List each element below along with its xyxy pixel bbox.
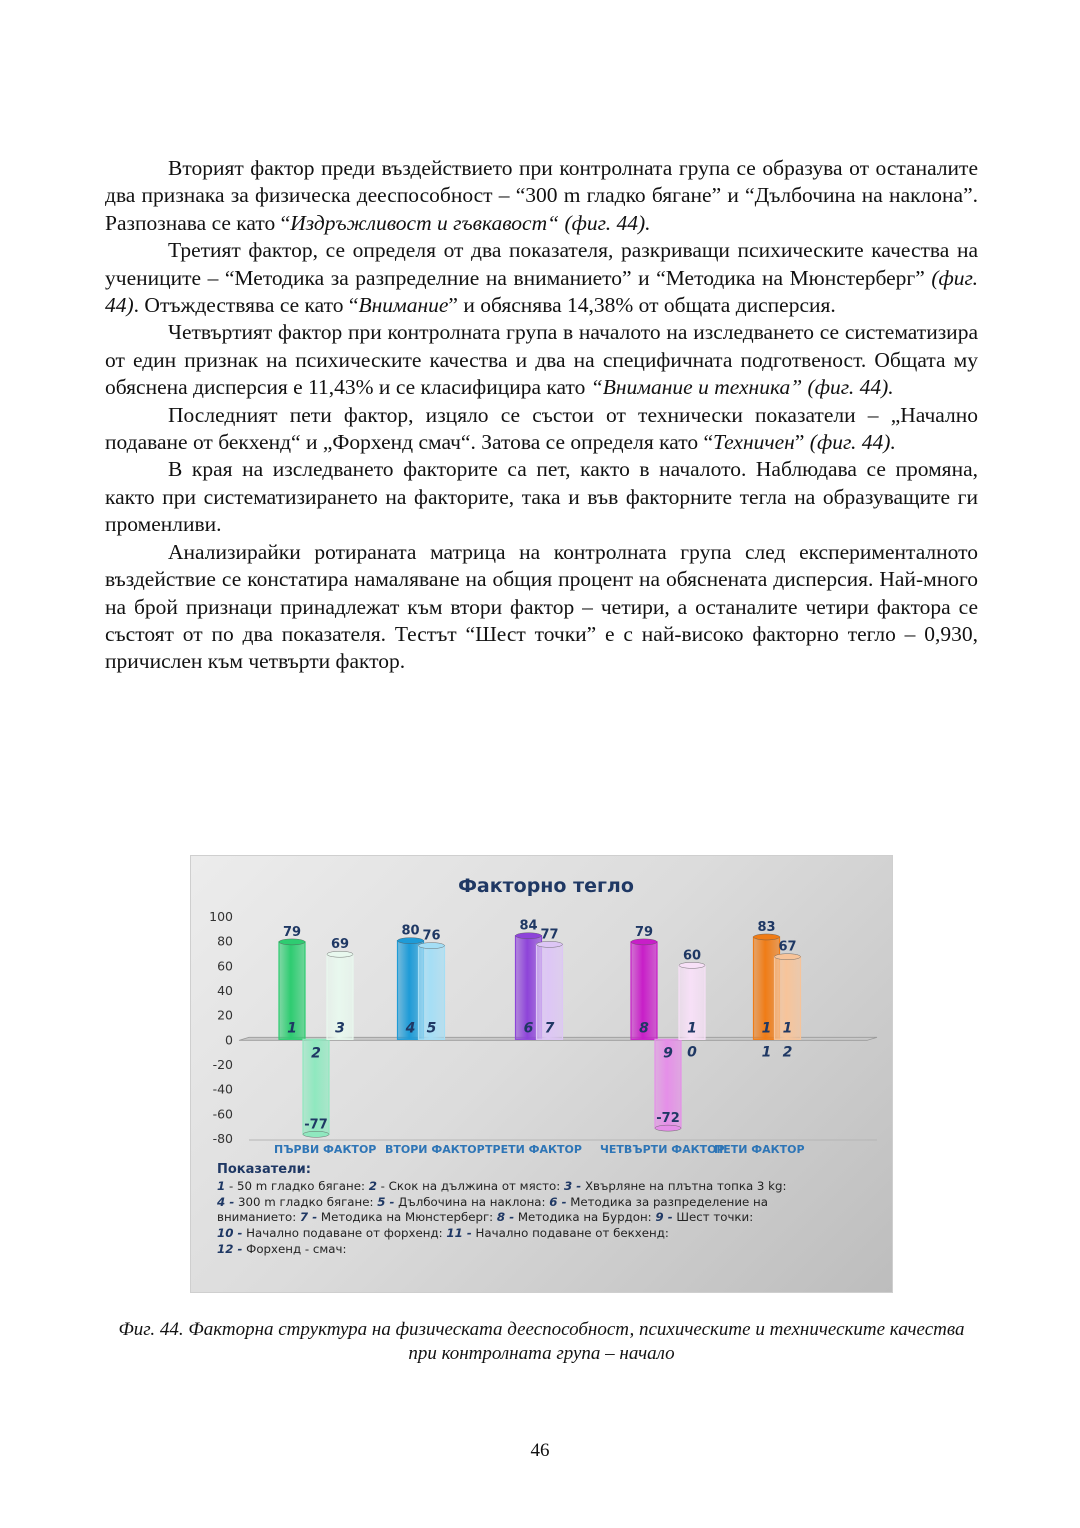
text-run: Четвъртият фактор при контролната група в началото на изследването се систематизира от един признак на психическите качества и два на специфичната подготвеност. Общата му обяснена дисперсия е 11,43% и се класифицира като (105, 320, 978, 400)
legend-indicator-number: 1 (217, 1178, 226, 1193)
indicator-label: 1 (687, 1020, 697, 1037)
text-run: Анализирайки ротираната матрица на контролната група след експерименталното въздействие се констатира намаляване на общия процент на обяснената дисперсия. Най-много на брой признаци принадлежат към втори фактор – четири, а останалите четири фактора се състоят от по два показателя. Тестът “Шест точки” е с най-високо факторно тегло – 0,930, причислен към четвърти фактор. (105, 539, 978, 674)
legend-indicator-text: Форхенд - смач: (242, 1241, 347, 1256)
italic-text: (фиг. 44) (105, 265, 978, 318)
indicator-label: 7 (544, 1020, 555, 1037)
data-label: 76 (422, 928, 441, 944)
data-label: 60 (682, 948, 702, 964)
data-label: 79 (634, 924, 654, 940)
legend-indicator-number: 6 - (549, 1194, 567, 1209)
legend-line (217, 1242, 857, 1258)
legend-indicator-number: 12 - (217, 1241, 243, 1256)
data-label: 67 (778, 939, 797, 955)
data-label: 77 (540, 927, 559, 943)
data-label: 83 (757, 919, 776, 935)
text-run: Третият фактор, се определя от два показателя, разкриващи психическите качества на учениците – “Методика за разпределние на вниманието” и “Методика на Мюнстерберг” (105, 238, 978, 290)
y-tick-label: -60 (212, 1106, 233, 1122)
legend-line (217, 1226, 857, 1242)
y-tick-label: 100 (209, 909, 233, 924)
figure-caption: Фиг. 44. Факторна структура на физическата дееспособност, психическите и техническите качества при контролната група – начало (118, 1319, 965, 1364)
y-tick-label: -80 (212, 1131, 233, 1146)
legend-indicator-number: 11 - (446, 1226, 472, 1241)
italic-text: “Внимание и техника” (фиг. 44). (590, 375, 894, 400)
chart-legend (217, 1162, 857, 1258)
data-label: -77 (304, 1117, 328, 1133)
text-run: Вторият фактор преди въздействието при контролната група се образува от останалите два признака за физическа дееспособност – “300 m гладко бягане” и “Дълбочина на наклона”. Разпознава се като “ (105, 156, 978, 235)
indicator-label: 1 (287, 1020, 297, 1037)
y-tick-label: 40 (217, 983, 233, 998)
legend-indicator-text: Дълбочина на наклона: (394, 1194, 550, 1209)
legend-indicator-text: Методика за разпределение на (566, 1194, 768, 1209)
legend-indicator-text: Хвърляне на плътна топка 3 kg: (581, 1178, 787, 1193)
paragraph (105, 456, 978, 538)
paragraph (105, 237, 978, 319)
indicator-label: 5 (426, 1020, 437, 1037)
paragraph (105, 402, 978, 457)
italic-text: (фиг. 44). (809, 430, 896, 455)
legend-lines (217, 1179, 857, 1258)
indicator-label: 4 (405, 1020, 416, 1037)
indicator-label: 8 (639, 1020, 649, 1037)
y-tick-label: 80 (217, 933, 233, 949)
italic-text: Техничен (712, 430, 795, 455)
indicator-label: 1 (782, 1020, 793, 1037)
legend-indicator-number: 4 - (217, 1194, 235, 1209)
indicator-label: 2 (311, 1045, 321, 1062)
paragraph (105, 155, 978, 237)
legend-indicator-text: Начално подаване от бекхенд: (471, 1226, 669, 1241)
indicator-label: 9 (663, 1045, 673, 1062)
indicator-label: 6 (523, 1020, 534, 1037)
body-text (105, 155, 978, 676)
y-tick-label: -40 (212, 1081, 233, 1097)
italic-text: Издръжливост и гъвкавост“ (фиг. 44). (290, 210, 651, 235)
legend-line (217, 1179, 857, 1195)
legend-indicator-text: - Скок на дължина от място: (376, 1178, 564, 1193)
category-label: ТРЕТИ ФАКТОР (485, 1143, 582, 1156)
legend-indicator-text: Шест точки: (672, 1210, 754, 1225)
chart-title: Факторно тегло (458, 875, 634, 897)
factor-weight-chart (190, 855, 893, 1293)
paragraph (105, 319, 978, 401)
legend-indicator-number: 10 - (217, 1226, 243, 1241)
legend-title: Показатели: (217, 1162, 311, 1177)
legend-line (217, 1210, 857, 1226)
y-tick-label: -20 (212, 1057, 233, 1072)
category-label: ЧЕТВЪРТИ ФАКТОР (600, 1143, 725, 1156)
indicator-label: 1 (761, 1044, 772, 1061)
indicator-label: 2 (782, 1044, 793, 1061)
y-tick-label: 20 (217, 1007, 233, 1023)
category-label: ПЕТИ ФАКТОР (714, 1143, 805, 1156)
data-label: 84 (519, 918, 538, 934)
indicator-label: 3 (335, 1020, 345, 1037)
indicator-label: 0 (687, 1044, 697, 1061)
indicator-label: 1 (761, 1020, 772, 1037)
legend-indicator-number: 3 - (563, 1178, 582, 1193)
legend-indicator-number: 5 - (377, 1194, 395, 1209)
italic-text: Внимание (358, 293, 449, 318)
data-label: -72 (656, 1111, 680, 1127)
legend-indicator-number: 2 (368, 1178, 377, 1193)
legend-indicator-text: 300 m гладко бягане: (234, 1194, 378, 1209)
legend-indicator-text: Начално подаване от форхенд: (242, 1226, 447, 1241)
data-label: 69 (330, 937, 350, 953)
y-tick-label: 60 (217, 958, 233, 974)
y-tick-label: 0 (225, 1032, 233, 1048)
legend-line (217, 1195, 857, 1211)
legend-indicator-text: Методика на Мюнстерберг: (317, 1210, 497, 1225)
category-label: ВТОРИ ФАКТОР (385, 1143, 485, 1156)
legend-indicator-text: - 50 m гладко бягане: (225, 1178, 369, 1193)
text-run: В края на изследването факторите са пет, както в началото. Наблюдава се промяна, както при систематизирането на факторите, така и във факторните тегла на образуващите ги променливи. (105, 457, 978, 537)
legend-indicator-text: вниманието: (217, 1210, 300, 1225)
legend-indicator-text: Методика на Бурдон: (514, 1210, 656, 1225)
legend-indicator-number: 7 - (299, 1210, 318, 1225)
paragraph (105, 539, 978, 676)
legend-indicator-number: 8 - (496, 1210, 515, 1225)
legend-indicator-number: 9 - (655, 1210, 673, 1225)
text-run: ” (794, 430, 810, 455)
text-run: ” и обяснява 14,38% от общата дисперсия. (448, 293, 836, 318)
category-label: ПЪРВИ ФАКТОР (274, 1143, 377, 1156)
data-label: 80 (401, 923, 420, 939)
text-run: Последният пети фактор, изцяло се състои от технически показатели – „Начално подаване от бекхенд“ и „Форхенд смач“. Затова се определя като “ (105, 402, 978, 455)
text-run: . Отъждествява се като “ (133, 293, 359, 318)
data-label: 79 (282, 924, 302, 940)
page-number: 46 (530, 1440, 550, 1461)
